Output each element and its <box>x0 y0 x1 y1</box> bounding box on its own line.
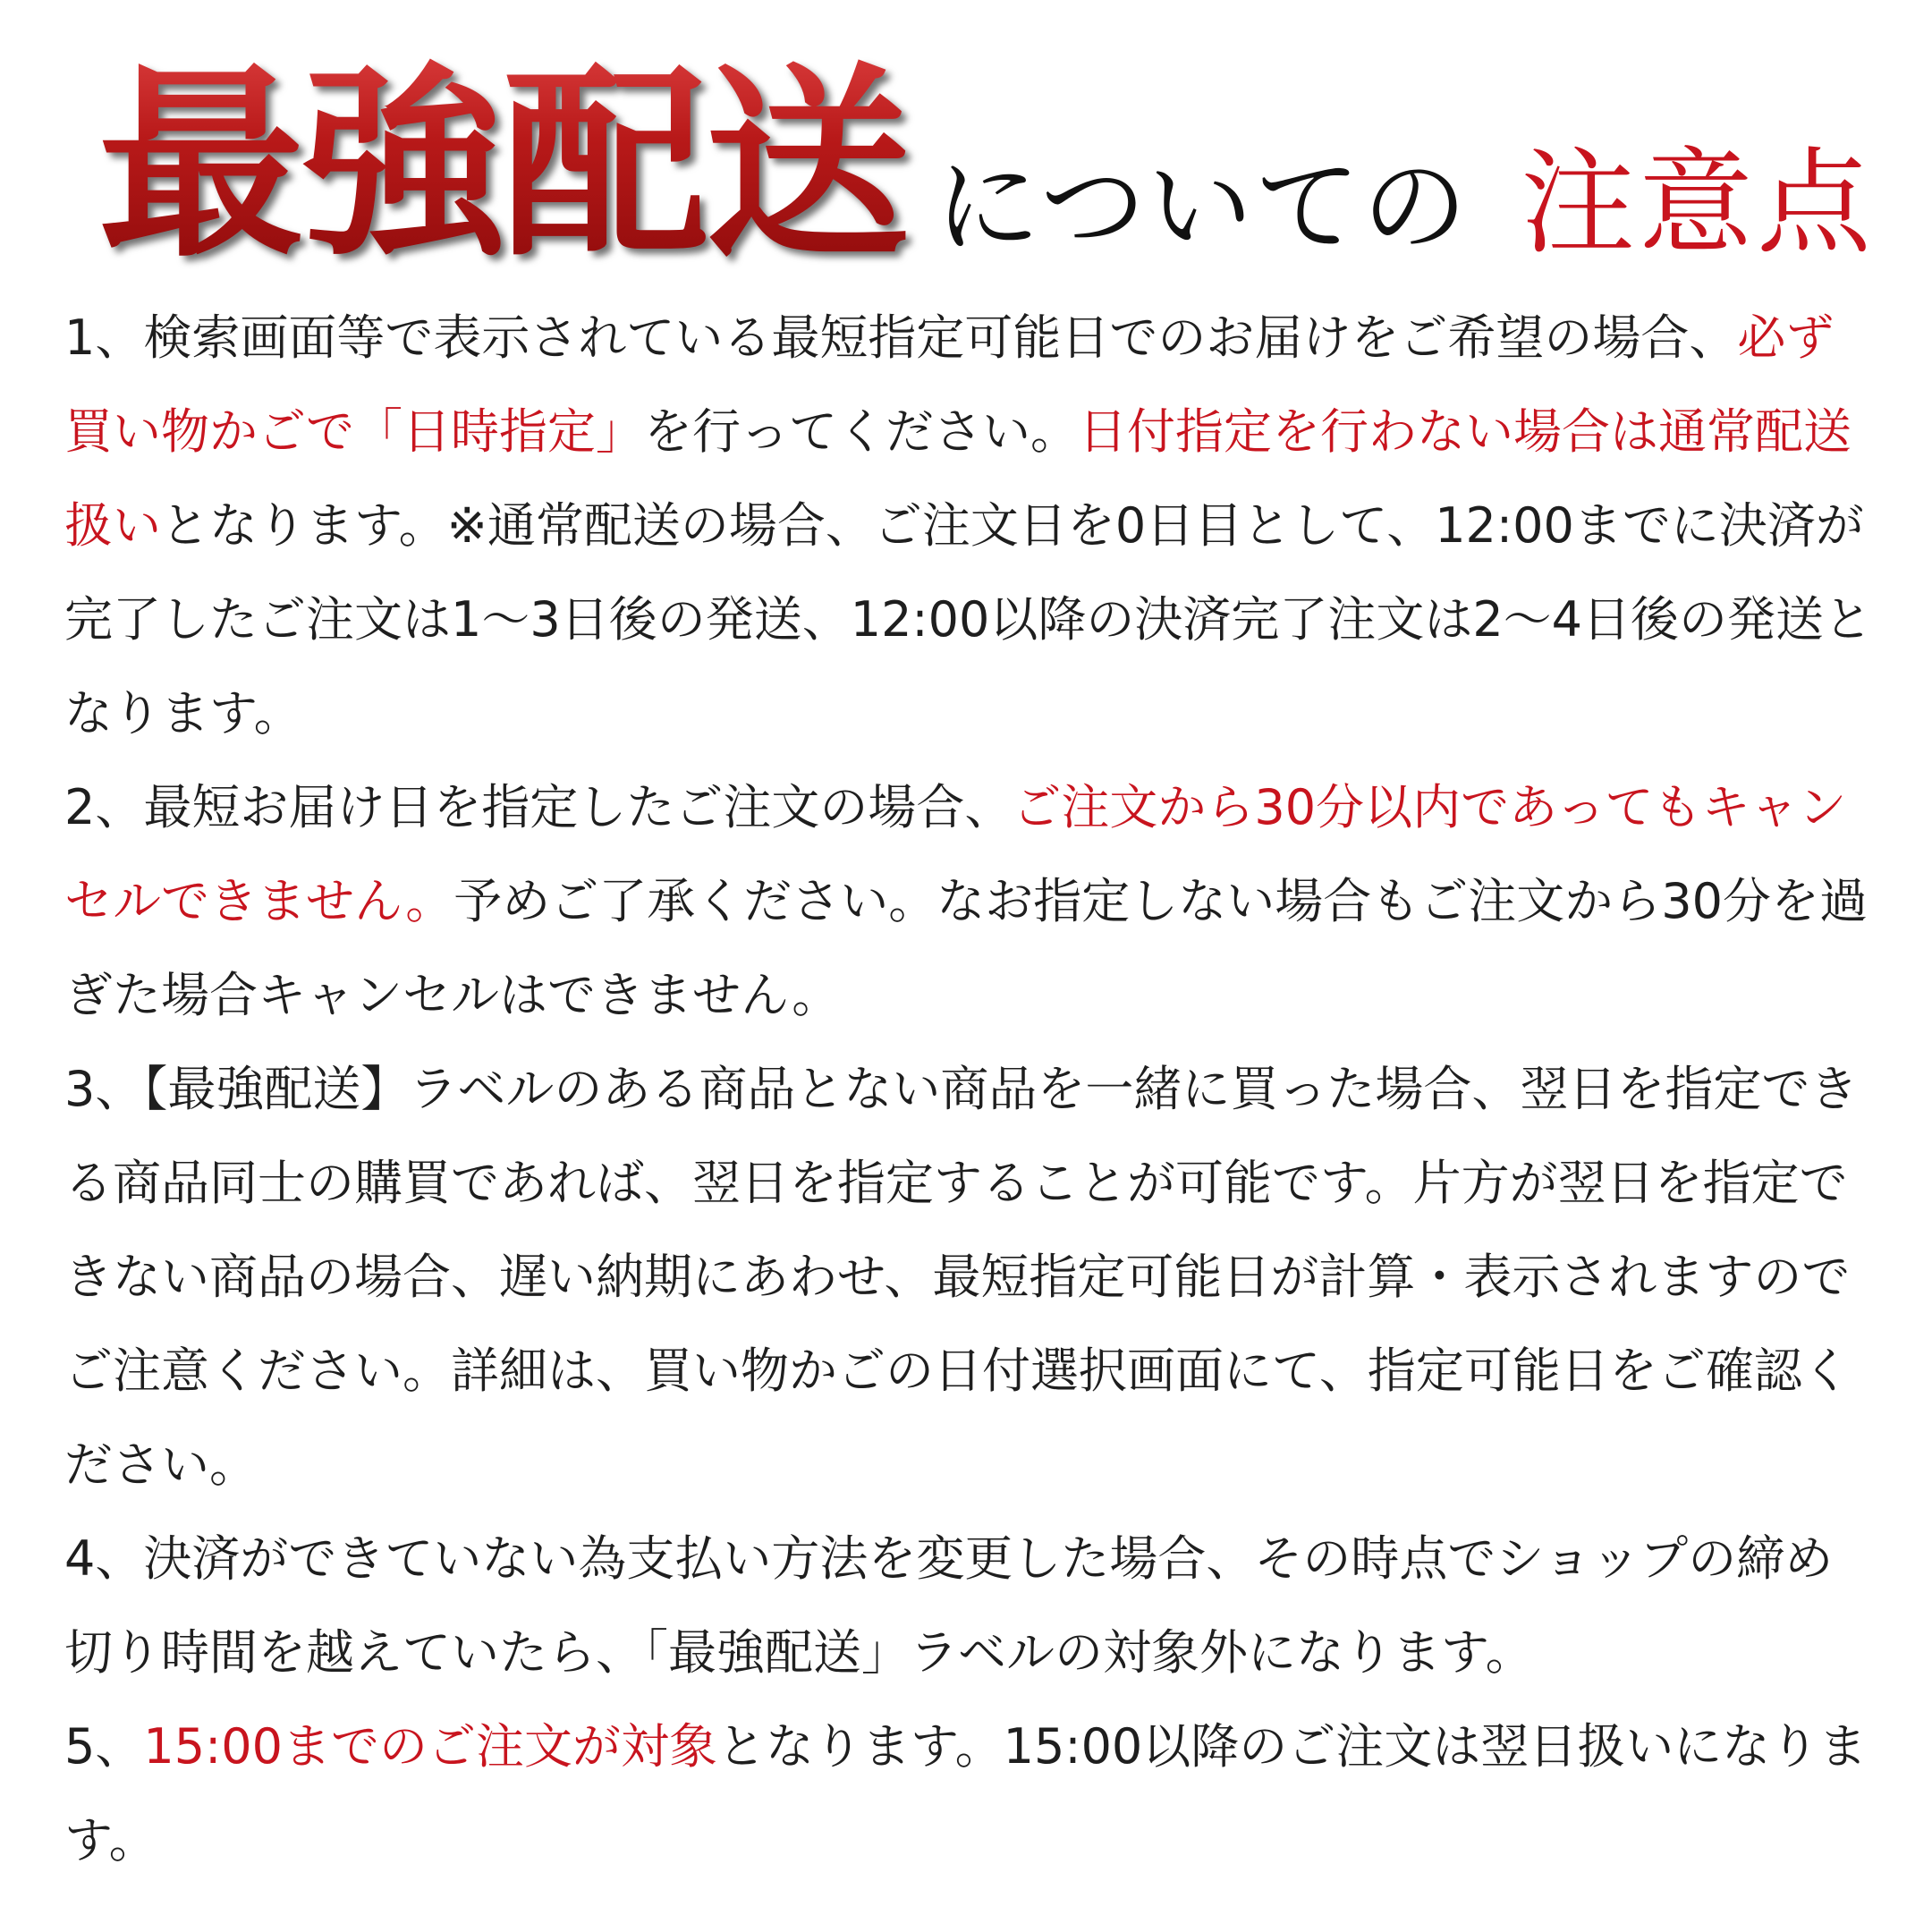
title-main: 最強配送 <box>98 47 908 285</box>
notice-3-text: 3、【最強配送】ラベルのある商品とない商品を一緒に買った場合、翌日を指定できる商品同士の購買であれば、翌日を指定することが可能です。片方が翌日を指定できない商品の場合、遅い納期にあわせ、最短指定可能日が計算・表示されますのでご注意ください。詳細は、買い物かごの日付選択画面にて、指定可能日をご確認ください。 <box>64 1061 1859 1493</box>
title-mid: についての <box>935 145 1470 268</box>
notice-1-highlight-b: 日付指定を行わない場合は通常配送扱い <box>64 403 1852 554</box>
notice-1-text-b: を行ってください。 <box>644 403 1079 460</box>
notice-item-3 <box>64 1042 1880 1512</box>
notice-4-text: 4、決済ができていない為支払い方法を変更した場合、その時点でショップの締め切り時間を越えていたら、「最強配送」ラベルの対象外になります。 <box>64 1530 1834 1681</box>
notice-2-text-a: 2、最短お届け日を指定したご注文の場合、 <box>64 779 1013 835</box>
notice-1-text-a: 1、検索画面等で表示されている最短指定可能日でのお届けをご希望の場合、 <box>64 309 1738 366</box>
notice-item-4 <box>64 1512 1880 1699</box>
notice-item-2 <box>64 760 1880 1042</box>
notice-1-text-c: となります。※通常配送の場合、ご注文日を0日目として、12:00までに決済が完了したご注文は1～3日後の発送、12:00以降の決済完了注文は2～4日後の発送となります。 <box>64 497 1873 741</box>
notice-item-1 <box>64 291 1880 760</box>
notice-item-5 <box>64 1699 1880 1887</box>
page-title <box>98 47 1887 285</box>
notice-list <box>64 291 1880 1887</box>
notice-1-highlight-a: 必ず買い物かごで「日時指定」 <box>64 309 1835 460</box>
notice-2-highlight: ご注文から30分以内であってもキャンセルできません。 <box>64 779 1847 929</box>
title-end: 注意点 <box>1521 137 1876 270</box>
notice-5-text-a: 5、 <box>64 1718 144 1775</box>
notice-2-text-b: 予めご了承ください。なお指定しない場合もご注文から30分を過ぎた場合キャンセルはできません。 <box>64 873 1868 1023</box>
notice-5-highlight: 15:00までのご注文が対象 <box>143 1718 717 1775</box>
notice-5-text-b: となります。15:00以降のご注文は翌日扱いになります。 <box>64 1718 1868 1868</box>
